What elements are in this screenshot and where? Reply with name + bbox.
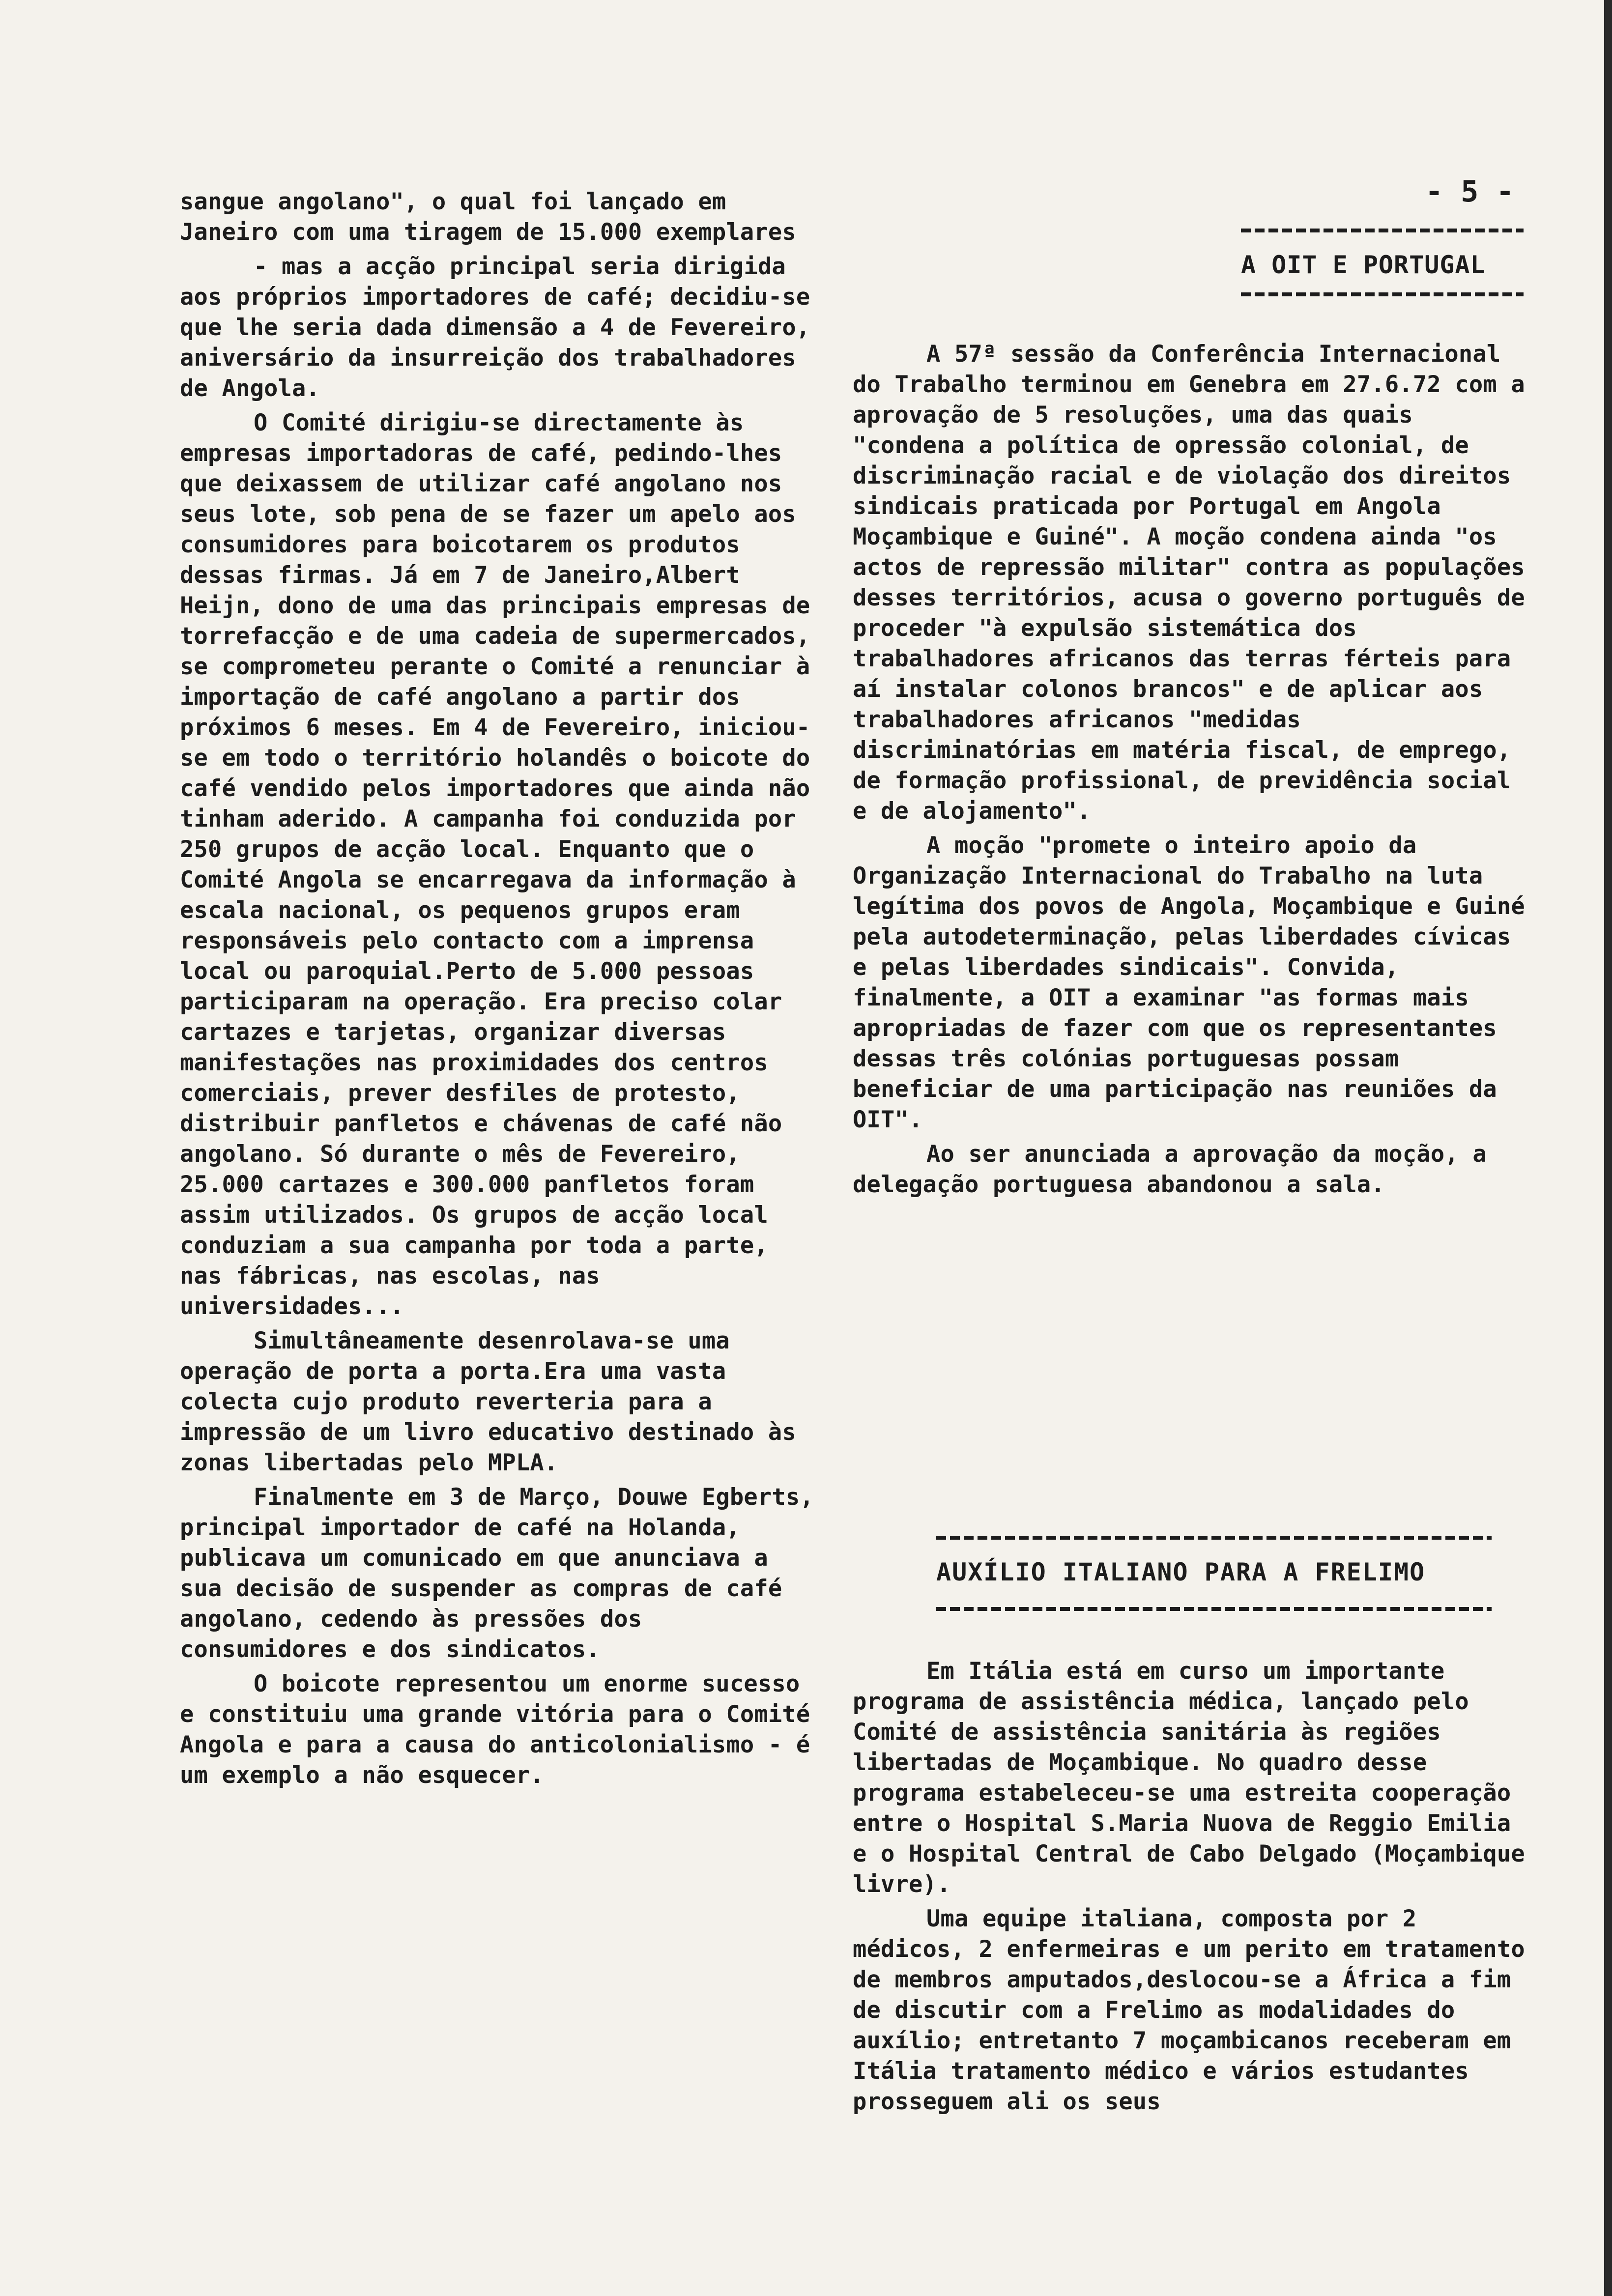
frelimo-section (853, 1656, 1539, 2121)
oit-section (853, 339, 1539, 1204)
left-paragraph-6: O boicote representou um enorme sucesso e constituiu uma grande vitória para o Comité Angola e para a causa do anticolonialismo - é um exemplo a não esquecer. (180, 1670, 824, 1789)
oit-paragraph-1: A 57ª sessão da Conferência Internacional do Trabalho terminou em Genebra em 27.6.72 com a aprovação de 5 resoluções, uma das quais "condena a política de opressão colonial, de discriminação racial e de violação dos direitos sindicais praticada por Portugal em Angola Moçambique e Guiné". A moção condena ainda "os actos de repressão militar" contra as populações desses territórios, acusa o governo português de proceder "à expulsão sistemática dos trabalhadores africanos das terras férteis para aí instalar colonos brancos" e de aplicar aos trabalhadores africanos "medidas discriminatórias em matéria fiscal, de emprego, de formação profissional, de previdência social e de alojamento". (853, 341, 1539, 825)
frelimo-paragraph-1: Em Itália está em curso um importante programa de assistência médica, lançado pelo Comité de assistência sanitária às regiões libertadas de Moçambique. No quadro desse programa estabeleceu-se uma estreita cooperação entre o Hospital S.Maria Nuova de Reggio Emilia e o Hospital Central de Cabo Delgado (Moçambique livre). (853, 1658, 1539, 1898)
oit-heading: A OIT E PORTUGAL (1241, 251, 1486, 279)
frelimo-heading: AUXÍLIO ITALIANO PARA A FRELIMO (936, 1558, 1426, 1586)
left-paragraph-2: - mas a acção principal seria dirigida aos próprios importadores de café; decidiu-se que lhe seria dada dimensão a 4 de Fevereiro, aniversário da insurreição dos trabalhadores de Angola. (180, 253, 824, 402)
oit-heading-rule-bottom (1241, 292, 1524, 296)
left-paragraph-5: Finalmente em 3 de Março, Douwe Egberts, principal importador de café na Holanda, publicava um comunicado em que anunciava a sua decisão de suspender as compras de café angolano, cedendo às pressões dos consumidores e dos sindicatos. (180, 1484, 828, 1663)
oit-paragraph-3: Ao ser anunciada a aprovação da moção, a delegação portuguesa abandonou a sala. (853, 1141, 1501, 1198)
left-paragraph-1: sangue angolano", o qual foi lançado em Janeiro com uma tiragem de 15.000 exemplares (180, 188, 796, 246)
oit-paragraph-2: A moção "promete o inteiro apoio da Organização Internacional do Trabalho na luta legítima dos povos de Angola, Moçambique e Guiné pela autodeterminação, pelas liberdades cívicas e pelas liberdades sindicais". Convida, finalmente, a OIT a examinar "as formas mais apropriadas de fazer com que os representantes dessas três colónias portuguesas possam beneficiar de uma participação nas reuniões da OIT". (853, 832, 1539, 1133)
left-paragraph-3: O Comité dirigiu-se directamente às empresas importadoras de café, pedindo-lhes que deixassem de utilizar café angolano nos seus lote, sob pena de se fazer um apelo aos consumidores para boicotarem os produtos dessas firmas. Já em 7 de Janeiro,Albert Heijn, dono de uma das principais empresas de torrefacção e de uma cadeia de supermercados, se comprometeu perante o Comité a renunciar à importação de café angolano a partir dos próximos 6 meses. Em 4 de Fevereiro, iniciou-se em todo o território holandês o boicote do café vendido pelos importadores que ainda não tinham aderido. A campanha foi conduzida por 250 grupos de acção local. Enquanto que o Comité Angola se encarregava da informação à escala nacional, os pequenos grupos eram responsáveis pelo contacto com a imprensa local ou paroquial.Perto de 5.000 pessoas participaram na operação. Era preciso colar cartazes e tarjetas, organizar diversas manifestações nas proximidades dos centros comerciais, prever desfiles de protesto, distribuir panfletos e chávenas de café não angolano. Só durante o mês de Fevereiro, 25.000 cartazes e 300.000 panfletos foram assim utilizados. Os grupos de acção local conduziam a sua campanha por toda a parte, nas fábricas, nas escolas, nas universidades... (180, 409, 824, 1320)
oit-heading-rule-top (1241, 229, 1524, 232)
left-column (180, 187, 828, 1795)
frelimo-heading-rule-top (936, 1536, 1492, 1540)
page-edge (1604, 0, 1612, 2296)
page-number: - 5 - (1425, 174, 1514, 209)
frelimo-heading-rule-bottom (936, 1607, 1492, 1611)
frelimo-paragraph-2: Uma equipe italiana, composta por 2 médicos, 2 enfermeiras e um perito em tratamento de membros amputados,deslocou-se a África a fim de discutir com a Frelimo as modalidades do auxílio; entretanto 7 moçambicanos receberam em Itália tratamento médico e vários estudantes prosseguem ali os seus (853, 1905, 1539, 2115)
left-paragraph-4: Simultâneamente desenrolava-se uma operação de porta a porta.Era uma vasta colecta cujo produto reverteria para a impressão de um livro educativo destinado às zonas libertadas pelo MPLA. (180, 1327, 810, 1476)
